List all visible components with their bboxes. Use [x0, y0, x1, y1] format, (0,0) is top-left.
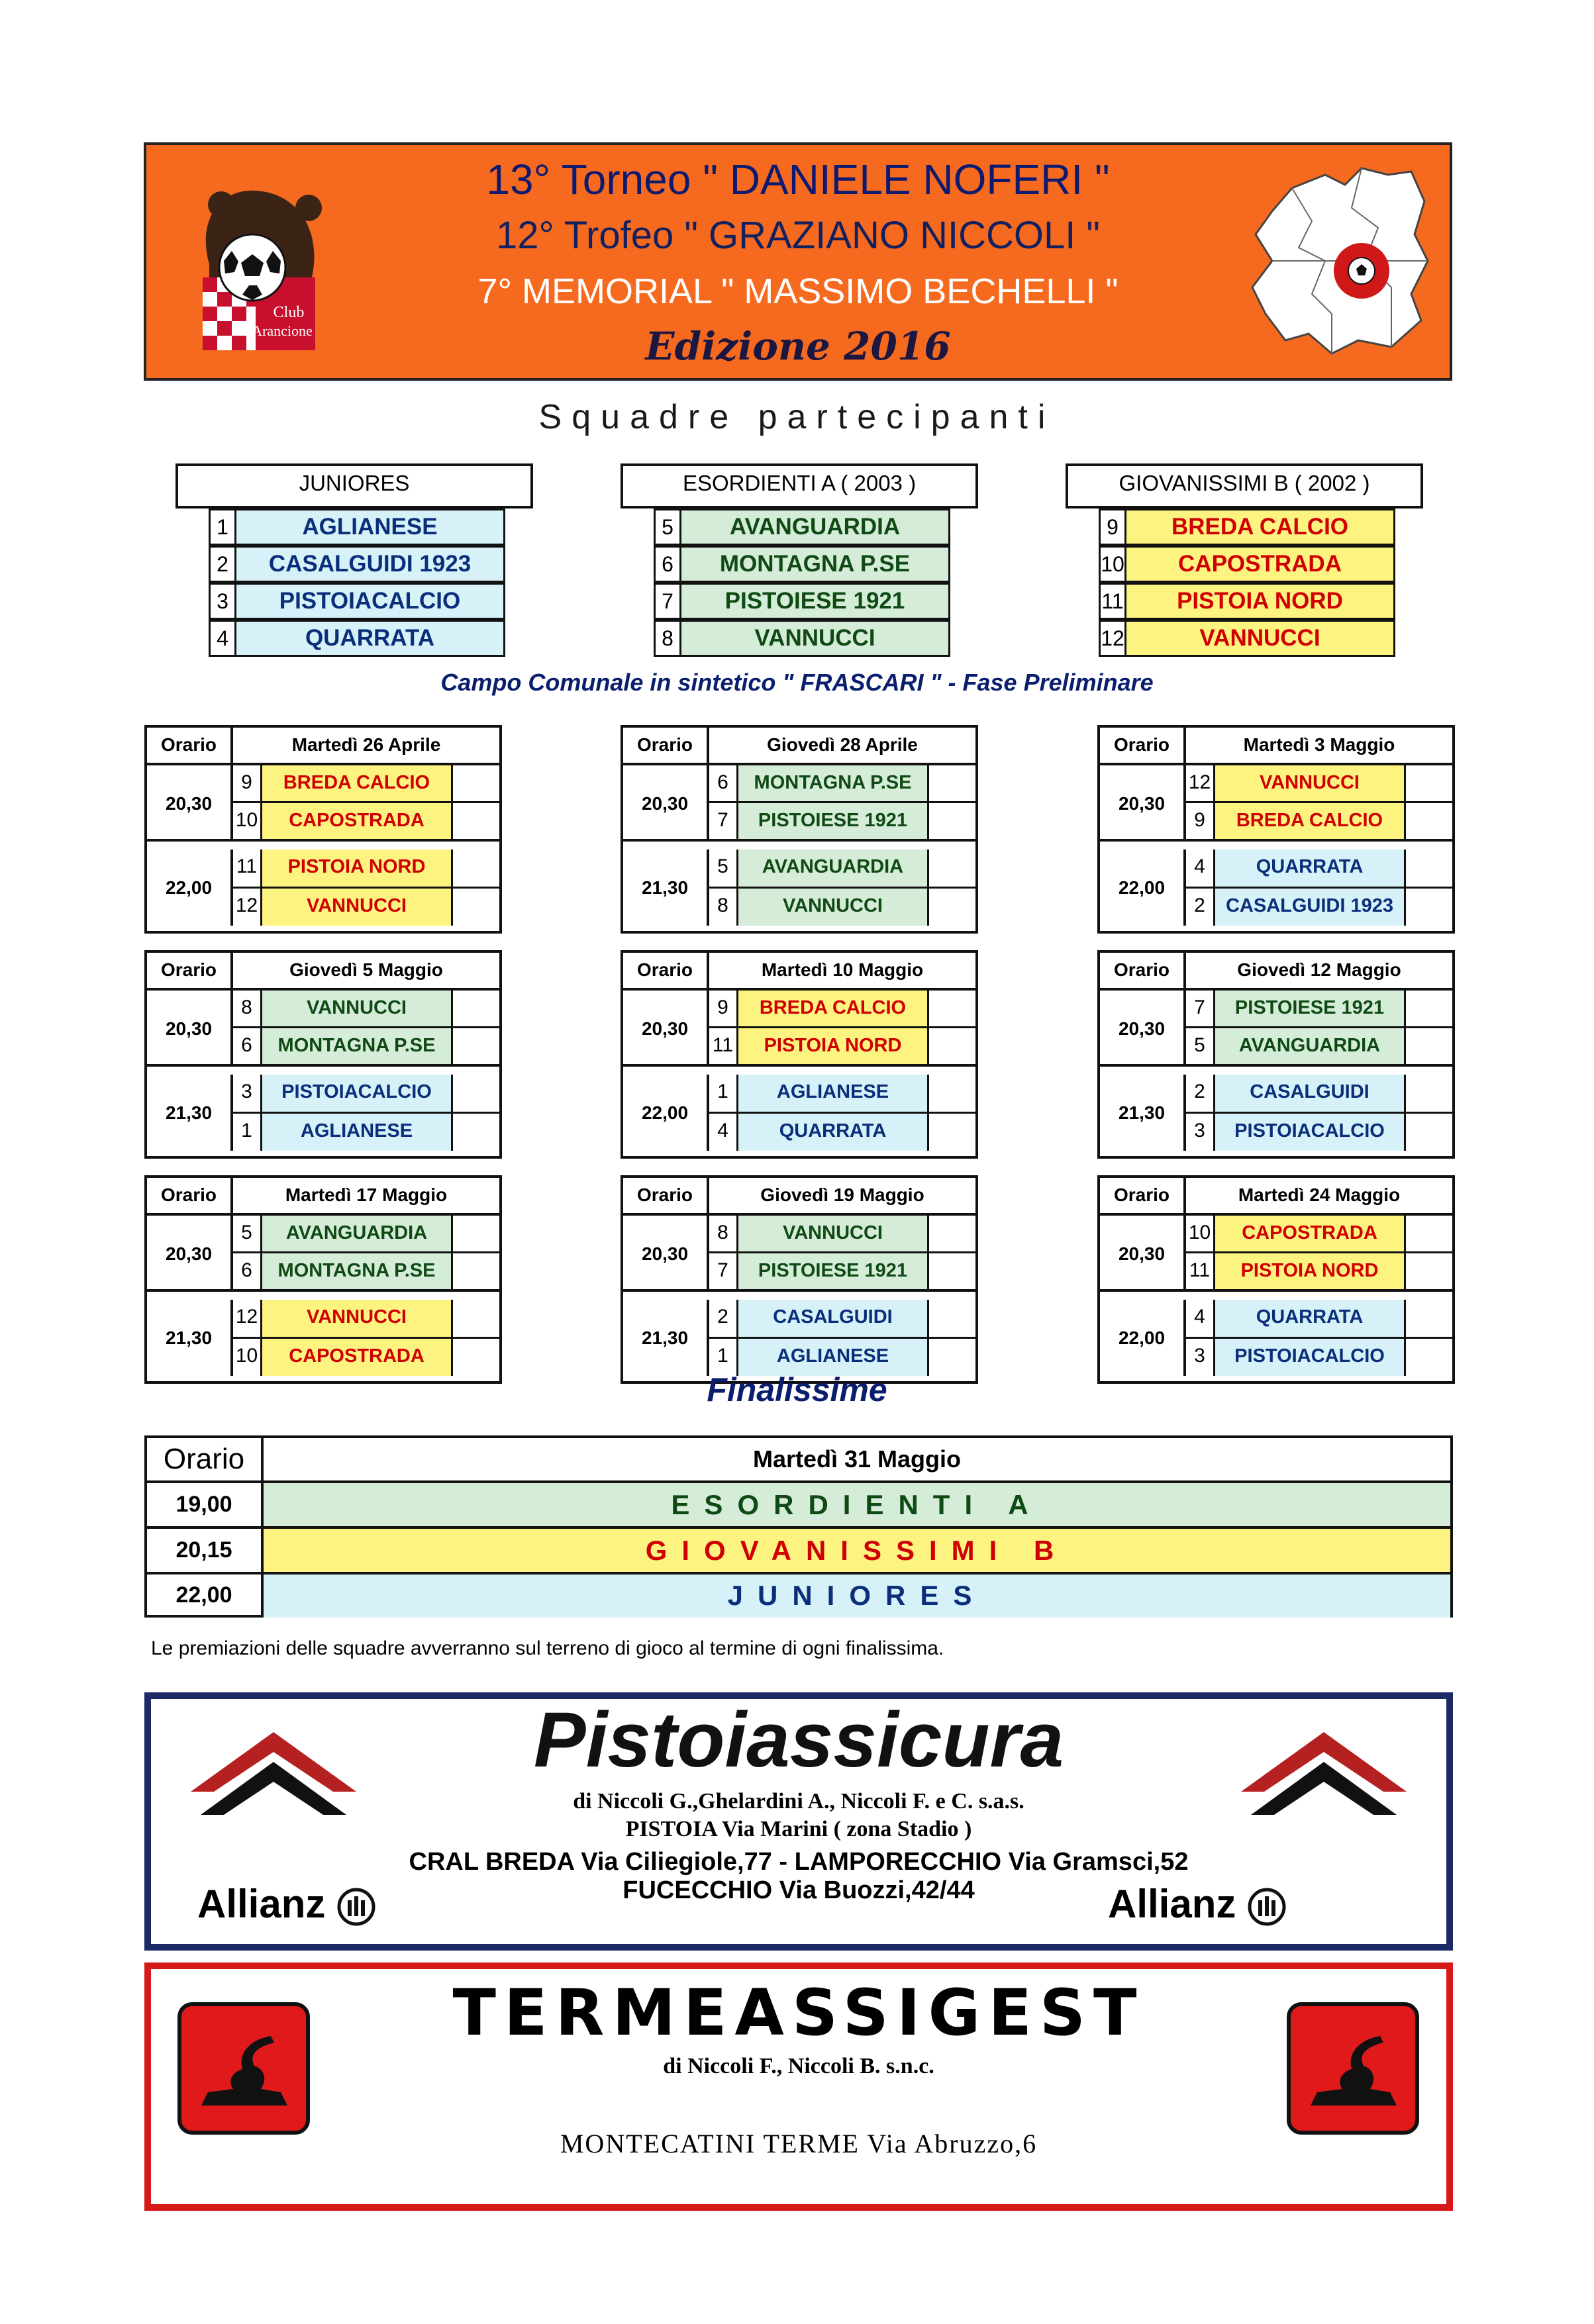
team-row [1099, 546, 1423, 583]
finals-category: ESORDIENTI A [264, 1483, 1450, 1526]
sponsor-branches: CRAL BREDA Via Ciliegiole,77 - LAMPORECCHIO Via Gramsci,52 [409, 1848, 1189, 1876]
match-team-row [233, 889, 499, 926]
team-name: MONTAGNA P.SE [262, 1028, 453, 1064]
match-date: Martedì 3 Maggio [1243, 734, 1395, 755]
match-date: Giovedì 28 Aprile [767, 734, 918, 755]
match-time: 21,30 [1100, 1075, 1186, 1151]
team-name: QUARRATA [1215, 849, 1406, 887]
team-number: 10 [1186, 1216, 1215, 1251]
team-number: 10 [233, 803, 262, 839]
sponsor-subtitle: di Niccoli G.,Ghelardini A., Niccoli F. e C. s.a.s. [573, 1789, 1024, 1814]
match-time: 20,30 [623, 1216, 709, 1289]
finals-time: 22,00 [147, 1574, 264, 1618]
team-number: 10 [1099, 546, 1126, 583]
team-name: CASALGUIDI 1923 [236, 546, 505, 583]
team-number: 12 [1186, 765, 1215, 801]
team-name: CASALGUIDI 1923 [1215, 889, 1406, 926]
match-date: Giovedì 5 Maggio [289, 959, 443, 980]
match-table-header [147, 1178, 499, 1216]
team-number: 7 [709, 1253, 738, 1289]
orario-header: Orario [147, 953, 233, 988]
allianz-logo-right [1108, 1881, 1287, 1927]
orario-header: Orario [623, 728, 709, 763]
match-time: 20,30 [1100, 1216, 1186, 1289]
match-table [621, 725, 978, 934]
team-name: PISTOIA NORD [262, 849, 453, 887]
orario-header: Orario [147, 728, 233, 763]
match-team-row [709, 1075, 975, 1114]
allianz-eagle-icon [336, 1887, 376, 1927]
finals-title: Finalissime [707, 1371, 887, 1408]
team-name: MONTAGNA P.SE [681, 546, 950, 583]
team-name: PISTOIACALCIO [262, 1075, 453, 1112]
finals-row [147, 1483, 1450, 1529]
match-block [1100, 849, 1452, 926]
team-number: 8 [709, 1216, 738, 1251]
match-table-header [1100, 728, 1452, 765]
orario-header: Orario [1100, 953, 1186, 988]
team-name: VANNUCCI [738, 1216, 929, 1251]
match-table-header [1100, 953, 1452, 991]
finals-time: 20,15 [147, 1529, 264, 1572]
orario-header: Orario [147, 1178, 233, 1213]
team-number: 12 [233, 889, 262, 926]
team-name: VANNUCCI [262, 889, 453, 926]
banner-line-torneo: 13° Torneo " DANIELE NOFERI " [486, 156, 1110, 203]
match-team-row [709, 991, 975, 1028]
match-time: 21,30 [147, 1300, 233, 1376]
team-name: PISTOIACALCIO [1215, 1339, 1406, 1376]
match-block [1100, 1075, 1452, 1151]
match-date: Giovedì 12 Maggio [1237, 959, 1401, 980]
match-table [1097, 950, 1455, 1159]
allianz-logo-left [197, 1881, 376, 1927]
match-block [623, 765, 975, 842]
match-team-row [233, 1300, 499, 1339]
match-team-row [1186, 849, 1452, 889]
match-team-row [233, 991, 499, 1028]
teams-section-title: Squadre partecipanti [538, 398, 1056, 436]
team-name: CAPOSTRADA [262, 803, 453, 839]
match-block [1100, 765, 1452, 842]
team-name: PISTOIACALCIO [236, 583, 505, 620]
team-name: BREDA CALCIO [262, 765, 453, 801]
team-number: 8 [233, 991, 262, 1026]
team-number: 9 [1186, 803, 1215, 839]
team-name: QUARRATA [236, 620, 505, 657]
finals-category: GIOVANISSIMI B [264, 1529, 1450, 1572]
finals-category: JUNIORES [264, 1574, 1450, 1618]
match-block [1100, 1300, 1452, 1376]
match-table-header [1100, 1178, 1452, 1216]
team-name: PISTOIESE 1921 [738, 1253, 929, 1289]
finals-table [144, 1435, 1453, 1618]
team-name: AVANGUARDIA [681, 508, 950, 546]
match-time: 20,30 [147, 991, 233, 1064]
match-block [623, 991, 975, 1067]
match-block [147, 1216, 499, 1292]
sponsor-pistoiassicura [144, 1692, 1453, 1951]
match-team-row [709, 889, 975, 926]
match-team-row [1186, 1028, 1452, 1064]
team-row [654, 620, 978, 657]
match-table [1097, 725, 1455, 934]
team-number: 3 [1186, 1114, 1215, 1151]
match-team-row [233, 1253, 499, 1289]
team-row [209, 508, 533, 546]
team-name: QUARRATA [738, 1114, 929, 1151]
match-team-row [1186, 889, 1452, 926]
match-team-row [709, 803, 975, 839]
match-date: Giovedì 19 Maggio [760, 1185, 924, 1205]
team-number: 7 [1186, 991, 1215, 1026]
match-time: 22,00 [1100, 849, 1186, 926]
team-number: 12 [233, 1300, 262, 1337]
match-time: 20,30 [1100, 991, 1186, 1064]
match-team-row [233, 1114, 499, 1151]
match-team-row [233, 1028, 499, 1064]
team-name: PISTOIACALCIO [1215, 1114, 1406, 1151]
svg-text:Club: Club [273, 304, 305, 321]
team-number: 1 [233, 1114, 262, 1151]
pistoia-province-map-logo [1246, 162, 1438, 360]
match-team-row [1186, 1114, 1452, 1151]
team-name: PISTOIA NORD [1215, 1253, 1406, 1289]
match-date: Martedì 10 Maggio [761, 959, 924, 980]
sponsor-name: TERMEASSIGEST [452, 1976, 1145, 2050]
team-name: CASALGUIDI [738, 1300, 929, 1337]
group-title: JUNIORES [175, 463, 533, 508]
allianz-eagle-icon [1247, 1887, 1287, 1927]
match-table [144, 725, 502, 934]
group-title: GIOVANISSIMI B ( 2002 ) [1066, 463, 1423, 508]
match-team-row [709, 1300, 975, 1339]
match-time: 21,30 [147, 1075, 233, 1151]
match-table-header [623, 953, 975, 991]
team-number: 8 [654, 620, 681, 657]
team-number: 9 [1099, 508, 1126, 546]
banner-line-memorial: 7° MEMORIAL " MASSIMO BECHELLI " [477, 271, 1119, 311]
team-row [654, 583, 978, 620]
finals-time: 19,00 [147, 1483, 264, 1526]
sponsor-subtitle: di Niccoli F., Niccoli B. s.n.c. [663, 2054, 934, 2078]
team-name: VANNUCCI [1126, 620, 1395, 657]
banner-line-edizione: Edizione 2016 [645, 324, 951, 369]
match-time: 21,30 [623, 849, 709, 926]
match-block [1100, 991, 1452, 1067]
match-team-row [709, 765, 975, 803]
match-time: 22,00 [1100, 1300, 1186, 1376]
team-row [209, 620, 533, 657]
team-name: AVANGUARDIA [738, 849, 929, 887]
match-block [147, 991, 499, 1067]
team-number: 10 [233, 1339, 262, 1376]
sponsor-branch-fucecchio: FUCECCHIO Via Buozzi,42/44 [623, 1876, 975, 1904]
match-block [623, 1216, 975, 1292]
match-team-row [233, 1216, 499, 1253]
team-name: BREDA CALCIO [1215, 803, 1406, 839]
team-number: 4 [1186, 1300, 1215, 1337]
match-team-row [709, 1114, 975, 1151]
match-team-row [709, 849, 975, 889]
team-name: VANNUCCI [1215, 765, 1406, 801]
team-number: 8 [709, 889, 738, 926]
team-name: AGLIANESE [236, 508, 505, 546]
team-name: BREDA CALCIO [1126, 508, 1395, 546]
match-team-row [1186, 803, 1452, 839]
finals-header-row [147, 1438, 1450, 1483]
match-table [1097, 1175, 1455, 1384]
match-team-row [709, 1253, 975, 1289]
match-block [623, 1075, 975, 1151]
match-date: Martedì 17 Maggio [285, 1185, 448, 1205]
team-number: 12 [1099, 620, 1126, 657]
team-number: 4 [709, 1114, 738, 1151]
group-juniores [175, 463, 533, 657]
team-name: VANNUCCI [262, 1300, 453, 1337]
sponsor-termeassigest [144, 1962, 1453, 2211]
sponsor-name: Pistoiassicura [533, 1696, 1064, 1784]
match-block [147, 1075, 499, 1151]
club-arancione-logo [183, 178, 335, 357]
group-giovanissimi-b [1066, 463, 1423, 657]
team-number: 3 [233, 1075, 262, 1112]
finals-date: Martedì 31 Maggio [752, 1445, 962, 1473]
match-table [144, 950, 502, 1159]
match-team-row [233, 849, 499, 889]
group-title: ESORDIENTI A ( 2003 ) [621, 463, 978, 508]
match-table [621, 950, 978, 1159]
match-table-header [623, 728, 975, 765]
match-team-row [233, 803, 499, 839]
team-row [654, 508, 978, 546]
match-block [147, 765, 499, 842]
team-number: 3 [1186, 1339, 1215, 1376]
team-name: CASALGUIDI [1215, 1075, 1406, 1112]
title-banner [144, 142, 1452, 381]
team-number: 6 [233, 1028, 262, 1064]
match-team-row [1186, 991, 1452, 1028]
team-number: 4 [1186, 849, 1215, 887]
match-team-row [1186, 1300, 1452, 1339]
match-team-row [233, 1075, 499, 1114]
team-name: CAPOSTRADA [1126, 546, 1395, 583]
team-name: CAPOSTRADA [1215, 1216, 1406, 1251]
team-number: 5 [1186, 1028, 1215, 1064]
team-name: AGLIANESE [738, 1339, 929, 1376]
match-team-row [1186, 1253, 1452, 1289]
match-team-row [1186, 1075, 1452, 1114]
team-row [1099, 508, 1423, 546]
team-number: 11 [233, 849, 262, 887]
match-team-row [1186, 765, 1452, 803]
team-name: PISTOIESE 1921 [1215, 991, 1406, 1026]
match-block [147, 849, 499, 926]
team-name: BREDA CALCIO [738, 991, 929, 1026]
match-table [621, 1175, 978, 1384]
team-number: 3 [209, 583, 236, 620]
team-number: 7 [654, 583, 681, 620]
team-number: 1 [709, 1339, 738, 1376]
team-name: AGLIANESE [738, 1075, 929, 1112]
match-time: 22,00 [147, 849, 233, 926]
team-number: 2 [709, 1300, 738, 1337]
team-name: PISTOIESE 1921 [738, 803, 929, 839]
team-name: CAPOSTRADA [262, 1339, 453, 1376]
team-name: PISTOIA NORD [738, 1028, 929, 1064]
team-number: 6 [709, 765, 738, 801]
match-team-row [709, 1216, 975, 1253]
team-name: QUARRATA [1215, 1300, 1406, 1337]
orario-header: Orario [1100, 728, 1186, 763]
team-name: AVANGUARDIA [1215, 1028, 1406, 1064]
team-name: AVANGUARDIA [262, 1216, 453, 1251]
team-number: 2 [209, 546, 236, 583]
orario-header: Orario [1100, 1178, 1186, 1213]
team-number: 1 [709, 1075, 738, 1112]
match-block [147, 1300, 499, 1376]
team-name: VANNUCCI [262, 991, 453, 1026]
team-number: 5 [233, 1216, 262, 1251]
match-team-row [1186, 1216, 1452, 1253]
match-table [144, 1175, 502, 1384]
team-row [1099, 583, 1423, 620]
team-number: 2 [1186, 889, 1215, 926]
match-time: 20,30 [147, 765, 233, 839]
match-time: 20,30 [1100, 765, 1186, 839]
team-number: 6 [654, 546, 681, 583]
allianz-wordmark: Allianz [197, 1882, 326, 1926]
match-time: 20,30 [623, 991, 709, 1064]
team-name: VANNUCCI [681, 620, 950, 657]
team-row [1099, 620, 1423, 657]
team-number: 11 [1099, 583, 1126, 620]
team-row [209, 583, 533, 620]
match-block [1100, 1216, 1452, 1292]
team-name: VANNUCCI [738, 889, 929, 926]
team-number: 1 [209, 508, 236, 546]
allianz-wordmark: Allianz [1108, 1882, 1236, 1926]
team-number: 11 [709, 1028, 738, 1064]
match-team-row [233, 765, 499, 803]
team-number: 5 [709, 849, 738, 887]
match-date: Martedì 26 Aprile [291, 734, 441, 755]
match-table-header [147, 728, 499, 765]
match-time: 20,30 [147, 1216, 233, 1289]
group-esordienti-a [621, 463, 978, 657]
banner-line-trofeo: 12° Trofeo " GRAZIANO NICCOLI " [495, 214, 1101, 257]
team-row [209, 546, 533, 583]
venue-subtitle: Campo Comunale in sintetico " FRASCARI " - Fase Preliminare [440, 669, 1154, 696]
team-name: PISTOIA NORD [1126, 583, 1395, 620]
finals-row [147, 1574, 1450, 1618]
match-table-header [623, 1178, 975, 1216]
team-name: AGLIANESE [262, 1114, 453, 1151]
team-number: 4 [209, 620, 236, 657]
match-time: 22,00 [623, 1075, 709, 1151]
team-name: MONTAGNA P.SE [738, 765, 929, 801]
match-block [623, 849, 975, 926]
match-date: Martedì 24 Maggio [1238, 1185, 1401, 1205]
team-row [654, 546, 978, 583]
team-name: PISTOIESE 1921 [681, 583, 950, 620]
team-name: MONTAGNA P.SE [262, 1253, 453, 1289]
finals-orario-header: Orario [147, 1438, 264, 1480]
finals-row [147, 1529, 1450, 1574]
team-number: 7 [709, 803, 738, 839]
sponsor-address: MONTECATINI TERME Via Abruzzo,6 [560, 2129, 1038, 2158]
svg-text:Arancione: Arancione [252, 322, 313, 339]
team-number: 9 [233, 765, 262, 801]
team-number: 9 [709, 991, 738, 1026]
match-time: 21,30 [623, 1300, 709, 1376]
sponsor-address: PISTOIA Via Marini ( zona Stadio ) [625, 1817, 972, 1841]
orario-header: Orario [623, 953, 709, 988]
match-time: 20,30 [623, 765, 709, 839]
team-number: 6 [233, 1253, 262, 1289]
match-block [623, 1300, 975, 1376]
awards-note: Le premiazioni delle squadre avverranno sul terreno di gioco al termine di ogni finalissima. [151, 1637, 944, 1659]
orario-header: Orario [623, 1178, 709, 1213]
match-table-header [147, 953, 499, 991]
team-number: 2 [1186, 1075, 1215, 1112]
team-number: 5 [654, 508, 681, 546]
match-team-row [709, 1028, 975, 1064]
team-number: 11 [1186, 1253, 1215, 1289]
